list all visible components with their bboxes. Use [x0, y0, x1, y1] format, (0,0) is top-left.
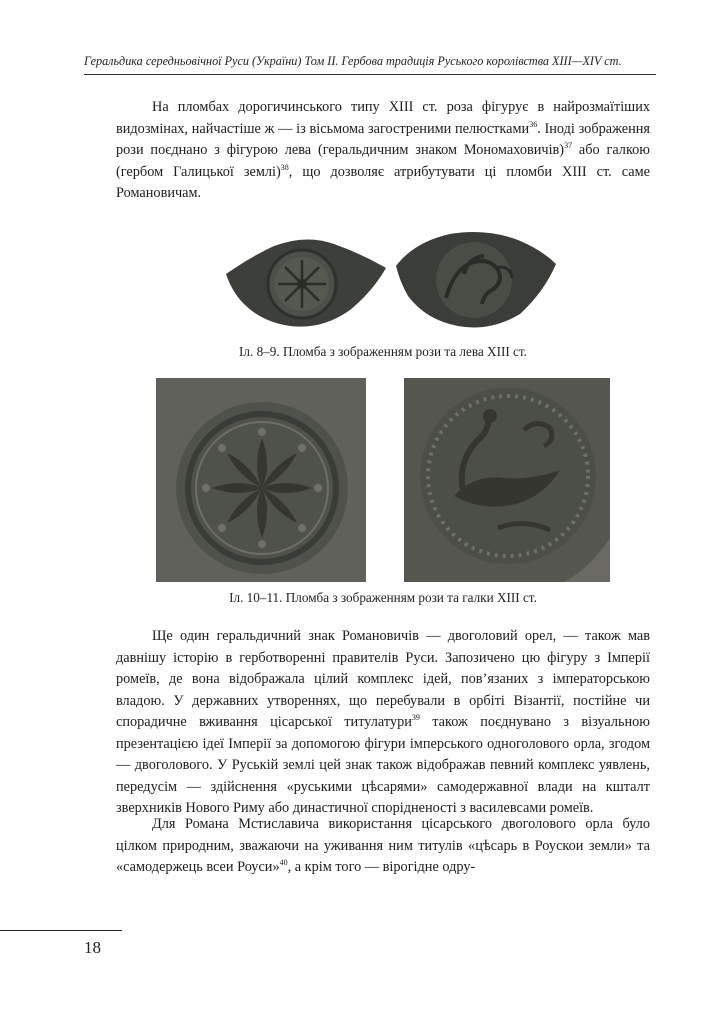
footnote-ref-37[interactable]: 37 [564, 141, 573, 151]
figure-caption-10-11: Іл. 10–11. Пломба з зображенням рози та галки XIII ст. [229, 590, 537, 605]
footnote-ref-38[interactable]: 38 [280, 162, 289, 172]
footnote-ref-40[interactable]: 40 [279, 858, 288, 868]
paragraph-2-text-a: Ще один геральдичний знак Романовичів — двоголовий орел, — також мав давнішу історію в герботворенні правителів Руси. Запозичено цю фігуру з Імперії ромеїв, де вона відображала цілий комплекс ідей, пов’язаних з імператорською владою. У державних утвореннях, що перебували в орбіті Візантії, постійне чи спорадичне вживання цісарської титулатури [116, 628, 650, 730]
paragraph-1-text-d: , що дозволяє атрибутувати ці пломби XIII ст. саме Романовичам. [116, 163, 650, 201]
paragraph-3-text-b: , а крім того — вірогідне одру- [287, 859, 476, 875]
seal-rose-large-image [156, 378, 366, 582]
paragraph-2-text-b: також поєднувано з візуальною презентацією ідеї Імперії за допомогою фігури імперського одноголового орла, згодом — двоголового. У Руській землі цей знак також відображав певний комплекс уявлень, передусім — здійснення «руськими цѣсарями» самодержавної влади на кшталт зверхників Нового Риму або династичної спорідненості з василевсами ромеїв. [116, 714, 650, 816]
footnote-ref-39[interactable]: 39 [411, 713, 420, 723]
paragraph-3 [116, 814, 650, 879]
paragraph-1-text-a: На пломбах дорогичинського типу XIII ст. роза фігурує в найрозмаїтіших видозмінах, найчастіше ж — із вісьмома загостреними пелюстками [116, 99, 650, 137]
footer-rule [0, 930, 122, 931]
paragraph-1 [116, 97, 650, 205]
running-header: Геральдика середньовічної Руси (України) Том II. Гербова традиція Руського королівства XIII—XIV ст. [84, 54, 622, 68]
seal-rose-image [222, 234, 390, 332]
paragraph-3-text-a: Для Романа Мстиславича використання цісарського двоголового орла було цілком природним, зважаючи на уживання ним титулів «цѣсарь в Роускои земли» та «самодержець всеи Роуси» [116, 816, 650, 875]
seal-jackdaw-large-image [404, 378, 610, 582]
paragraph-2 [116, 626, 650, 820]
footnote-ref-36[interactable]: 36 [529, 119, 538, 129]
figure-caption-8-9: Іл. 8–9. Пломба з зображенням рози та лева XIII ст. [239, 344, 527, 359]
paragraph-1-text-c: або галкою (гербом Галицької землі) [116, 142, 650, 180]
header-rule [84, 74, 656, 75]
paragraph-1-text-b: . Іноді зображення рози поєднано з фігурою лева (геральдичним знаком Мономаховичів) [116, 120, 651, 158]
seal-lion-image [394, 228, 558, 332]
page-number: 18 [84, 938, 101, 957]
